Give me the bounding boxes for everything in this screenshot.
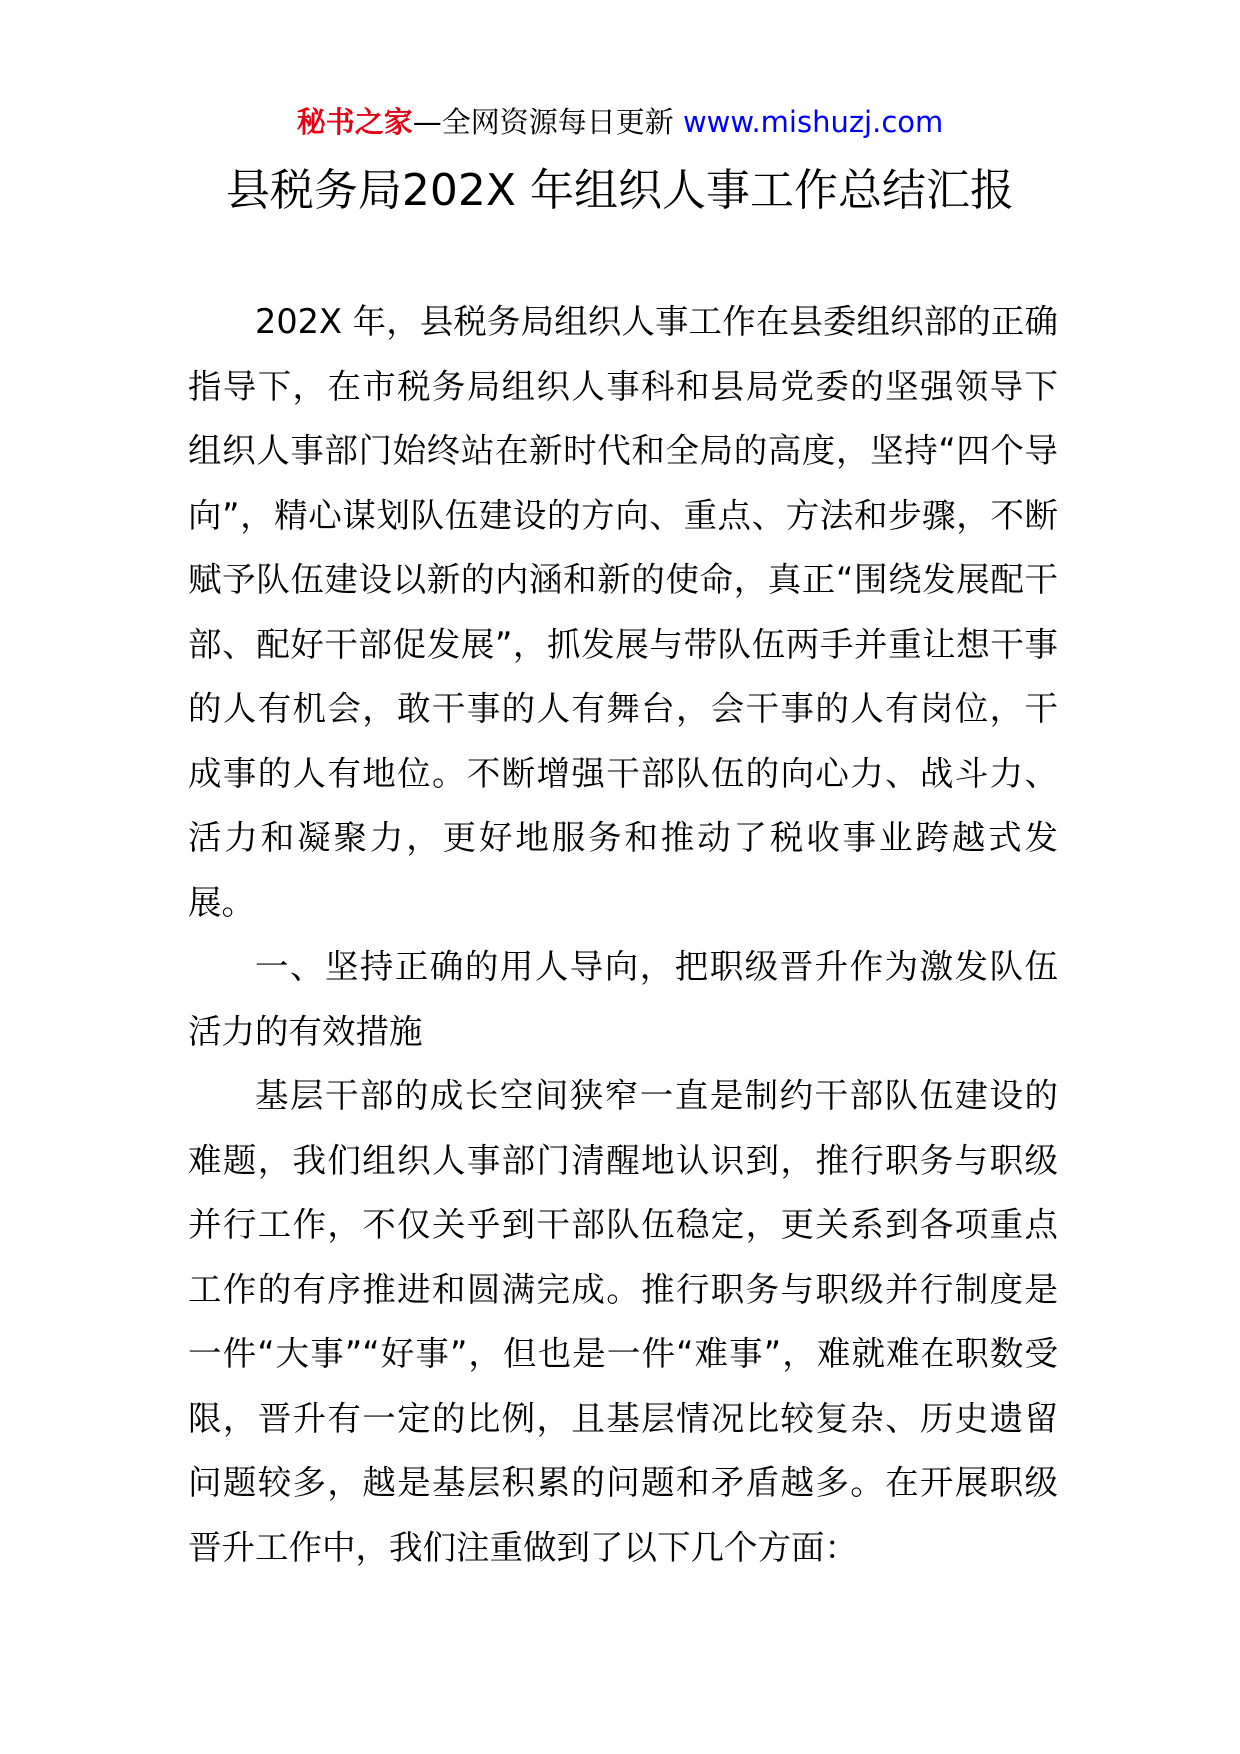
document-body — [188, 290, 1058, 1580]
header-tagline: —全网资源每日更新 — [412, 105, 674, 139]
brand-name: 秘书之家 — [296, 105, 413, 139]
site-url-link[interactable]: www.mishuzj.com — [682, 105, 944, 139]
body-paragraph-intro: 202X 年，县税务局组织人事工作在县委组织部的正确指导下，在市税务局组织人事科和县局党委的坚强领导下组织人事部门始终站在新时代和全局的高度，坚持“四个导向”，精心谋划队伍建设的方向、重点、方法和步骤，不断赋予队伍建设以新的内涵和新的使命，真正“围绕发展配干部、配好干部促发展”，抓发展与带队伍两手并重让想干事的人有机会，敢干事的人有舞台，会干事的人有岗位，干成事的人有地位。不断增强干部队伍的向心力、战斗力、活力和凝聚力，更好地服务和推动了税收事业跨越式发展。 — [188, 302, 1058, 922]
document-title: 县税务局202X 年组织人事工作总结汇报 — [225, 165, 1015, 216]
section-heading-1: 一、坚持正确的用人导向，把职级晋升作为激发队伍活力的有效措施 — [188, 947, 1058, 1051]
site-header — [0, 100, 1240, 144]
body-paragraph-section-1: 基层干部的成长空间狭窄一直是制约干部队伍建设的难题，我们组织人事部门清醒地认识到，推行职务与职级并行工作，不仅关乎到干部队伍稳定，更关系到各项重点工作的有序推进和圆满完成。推行职务与职级并行制度是一件“大事”“好事”，但也是一件“难事”，难就难在职数受限，晋升有一定的比例，且基层情况比较复杂、历史遗留问题较多，越是基层积累的问题和矛盾越多。在开展职级晋升工作中，我们注重做到了以下几个方面： — [188, 1076, 1058, 1567]
